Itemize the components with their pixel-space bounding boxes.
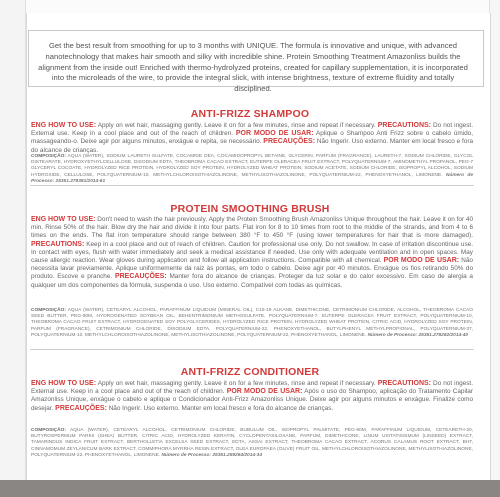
box-bottom-edge (0, 480, 500, 497)
comp-text: AQUA (WATER), SODIUM LAURETH SULFATE, COCAMIDE DEA, COCAMIDOPROPYL BETAINE, GLYCERIN, PARFUM (FRAGRANCE), LAURETH-7, SODIUM CHLORIDE, GLYCOL DISTEARATE, HYDROXYETHYLCELLULOSE, DISODIUM EDTA, THEOBROMA CACAO EXTRACT, EUTERPE OLERACEA FRUIT EXTRACT, POLYQUATERNIUM-7, AMINOMETHYL PROPANOL, PEG-7 GLYCERYL COCOATE, HYDROLYZED RICE PROTEIN, HYDROLYZED SOY PROTEIN, HYDROLYZED WHEAT PROTEIN, SODIUM ACETATE, SODIUM CHLORIDE, ISOPROPYL ALCOHOL, SODIUM HYDROXIDE, CELLULOSE, POLYQUATERNIUM-10, METHYLCHLOROISOTHIAZOLINONE, METHYLISOTHIAZOLINONE, POLYQUATERNIUM-22, PHENOXYETHANOL, LIMONENE. (31, 154, 473, 178)
composition-shampoo (31, 154, 473, 185)
precpt-label: PRECAUÇÕES: (114, 273, 167, 281)
how-label: HOW TO USE: (48, 216, 96, 223)
modo-label: MODO DE USAR: (253, 130, 314, 138)
prec-text: Do not ingest. External use. Keep in a cool place and out of the reach of children. (31, 380, 473, 396)
prec-text: Keep in a cool place and out of reach of children. Caution for professional use only. Do not swallow. In case of irritation discontinue use. In contact with eyes, flush with water immediately and seek a medical assistance if needed. Use only with adequate ventilation and in open spaces. May cause allergic reaction. Wear gloves during application and follow all application instructions. Compatible with all chemical. (31, 240, 473, 265)
how-label: HOW TO USE: (48, 380, 97, 387)
comp-text: AQUA (WATER), CETEARYL ALCOHOL, PARAFFINUM LIQUIDUM (MINERAL OIL), C15-19 ALKANE, DIMETHICONE, CETRIMONIUM CHLORIDE, ALCOHOL, THEOBROMA CACAO SEED BUTTER, PEG-90M, HYDROGENATED SOYBEAN OIL, BEHENTRIMONIUM METHOSULFATE, POLYQUATERNIUM-7, EUTERPE OLERACEA FRUIT EXTRACT, POLYQUATERNIUM-10, THEOBROMA CACAO FRUIT EXTRACT, HYDROGENATED SOY POLYGLYCERIDES, HYDROLYZED RICE PROTEIN, HYDROLYZED WHEAT PROTEIN, CITRIC ACID, HYDROLYZED SOY PROTEIN, PARFUM (FRAGRANCE), CETRIMONIUM CHLORIDE, DISODIUM EDTA, POLYQUATERNIUM-22, PHENOXYETHANOL, BUTYLPHENYL METHYLPROPIONAL, POLYQUATERNIUM-37, POLYQUATERNIUM-10, METHYLCHLOROISOTHIAZOLINONE, METHYLISOTHIAZOLINONE, POLYQUATERNIUM-22, PHENOXYETHANOL, LIMONENE. (31, 308, 473, 338)
divider (30, 185, 474, 186)
section-title-brush: PROTEIN SMOOTHING BRUSH (170, 203, 330, 215)
lang-por: POR (226, 388, 242, 396)
lang-eng: ENG (31, 122, 47, 129)
intro-text: Get the best result from smoothing for up to 3 months with UNIQUE. The formula is innovative and unique, with advanced nanotechnology that makes hair smooth and silky with incredible shine. Protein Smoothing Treatment Amazonliss builds the alignment from the inside out! Enriched with thermo-hydrolyzed proteins, created for capillary supplementation, it is incorporated into the microleads of the wire, to provide the integral slick, with intense brightness, texture of extreme fluidity and totally disciplined. (38, 41, 468, 94)
prec-text: Do not ingest. External use. Keep in a cool place and out of the reach of children. (31, 122, 473, 138)
how-text: Apply on wet hair, massaging gently. Leave it on for a few minutes, rinse and repeat if necessary. (97, 122, 376, 129)
modo-text: Não necessita lavar previamente. Aplique uniformemente da raiz às pontas, em todo o cabelo. Deixe agir por 40 minutos. Enxágue os fios retirando 50% do produto. Escove e pranche. (31, 257, 473, 281)
section-title-shampoo: ANTI-FRIZZ SHAMPOO (190, 108, 310, 120)
lang-por: POR (383, 257, 399, 265)
prec-label: PRECAUTIONS: (31, 240, 85, 248)
comp-label: COMPOSIÇÃO: (31, 308, 66, 313)
section-instructions-shampoo (31, 122, 473, 155)
precpt-label: PRECAUÇÕES: (263, 138, 316, 146)
divider (30, 349, 474, 350)
lang-eng: ENG (31, 380, 47, 387)
modo-label: MODO DE USAR: (400, 257, 460, 265)
section-instructions-brush (31, 216, 473, 290)
lang-por: POR (235, 130, 252, 138)
box-left-side (0, 0, 26, 497)
how-label: HOW TO USE: (48, 122, 97, 129)
modo-label: MODO DE USAR: (244, 388, 303, 396)
how-text: Apply on wet hair, massaging gently. Leave it on for a few minutes, rinse and repeat if necessary. (97, 380, 376, 387)
how-text: Don't need to wash the hair previously. Apply the Protein Smoothing Brush Amazonliss Unique throughout the hair. Leave it on for 40 min. Rinse 50% of the hair. Blow dry the hair and divide it into four parts. Flat iron for 8 to 10 times from root to the middle of the strands, and from 4 to 6 times on the ends. The flat iron temperature should range between 380 °F to 450 °F (using lower temperatures for hair that is more damaged). (31, 216, 473, 240)
precpt-text: Não Ingerir. Uso externo. Manter em local fresco e fora do alcance de crianças. (31, 138, 473, 154)
lang-eng: ENG (31, 216, 47, 223)
precpt-text: Manter fora do alcance de crianças. Proteger da luz solar e do calor excessivo. Em caso de alergia a qualquer um dos componentes da fórmula, suspenda o uso. Uso externo. Compatível com todas as químicas. (31, 273, 473, 289)
precpt-text: Não Ingerir. Uso externo. Manter em local fresco e fora do alcance de crianças. (108, 404, 334, 412)
composition-brush (31, 308, 473, 339)
process-number: Número de Processo: 25351.278262/2014-40 (367, 332, 469, 338)
comp-label: COMPOSIÇÃO: (31, 428, 66, 433)
section-instructions-conditioner (31, 380, 473, 413)
process-number: Número de Processo: 25351.278381/2014-61 (31, 172, 474, 184)
precpt-label: PRECAUÇÕES: (55, 404, 107, 412)
process-number: Número de Processo: 25351.259264/2014-34 (161, 452, 262, 458)
prec-label: PRECAUTIONS: (377, 122, 431, 129)
section-title-conditioner: ANTI-FRIZZ CONDITIONER (180, 366, 320, 378)
composition-conditioner (31, 428, 473, 459)
prec-label: PRECAUTIONS: (377, 380, 431, 387)
comp-text: AQUA (WATER), CETEARYL ALCOHOL, CETRIMONIUM CHLORIDE, BUBULUM OIL, ISOPROPYL PALMITATE, PEG-90M, PARAFFINUM LIQUIDUM, CETEARETH-20, BUTYROSPERMUM PARKII (SHEA) BUTTER, CITRIC ACID, HYDROLYZED KERATIN, CYCLOPENTASILOXANE, PARFUM, DIMETHICONE, LINUM USITATISSIMUM (LINSEED) EXTRACT, TAMARINDUS INDICA FRUIT EXTRACT, BERTHOLLETIA EXCELSA SEED EXTRACT, EDTA, ASSAI EXTRACT, THEOBROMA CACAO EXTRACT, ACORUS CALAMUS ROOT EXTRACT, BHT, CINNAMOMUM ZEYLANICUM BARK EXTRACT, COMMIPHORA MYRRHA RESIN EXTRACT, OLEA EUROPAEA (OLIVE) FRUIT OIL, METHYLCHLOROISOTHIAZOLINONE, METHYLISOTHIAZOLINONE, POLYQUATERNIUM-22, PHENOXYETHANOL, LIMONENE. (31, 428, 473, 458)
modo-text: Aplique o Shampoo Anti Frizz sobre o cabelo úmido, massageando-o. Deixe agir por alguns minutos, enxágue e repita, se necessário. (31, 130, 473, 146)
modo-text: Após o uso do Shampoo, aplicação do Tratamento Capilar Amazonliss Unique, enxágue o cabelo e aplique o Condicionador Anti-Frizz Amazonliss Unique. Deixe agir por alguns minutos e enxágue. Finalize como desejar. (31, 388, 473, 412)
comp-label: COMPOSIÇÃO: (31, 154, 66, 159)
